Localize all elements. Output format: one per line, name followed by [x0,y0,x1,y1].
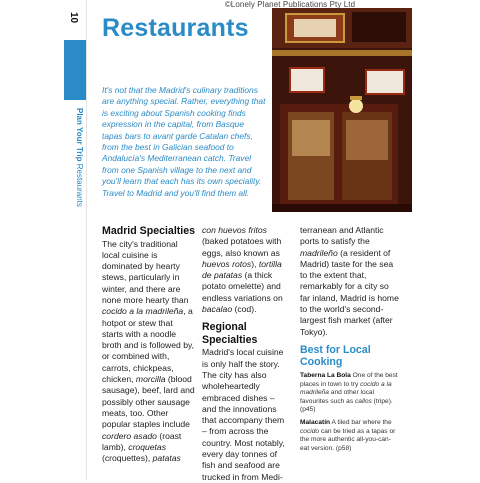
regional-specialties-continued [300,225,400,338]
text-run: ), [251,258,259,269]
dish-name: croquetas [128,441,167,452]
copyright-notice: ©Lonely Planet Publications Pty Ltd [224,0,356,9]
dish-name: tortilla de patatas [202,258,282,281]
dish-name: morcilla [135,374,166,385]
page-title: Restaurants [102,14,249,42]
dish-name: cocido [300,427,320,435]
text-run: terranean and Atlantic ports to satisfy the [300,225,384,247]
text-run: (a resident of Madrid) taste for the sea to the extent that, remarkably for a city so far inland, Madrid is home to the world's second-largest fish market (after Tokyo). [300,247,399,337]
madrid-specialties-continued [202,225,290,315]
venue-name: Taberna La Bola [300,371,351,379]
dish-name: cocido a la madrileña [300,380,392,397]
dish-name: huevos rotos [202,258,252,269]
dish-name: cordero asado [102,430,157,441]
text-run: , a hotpot or stew that starts with a noodle broth and is followed by, or combined with, carrots, chickpeas, chicken, [102,306,195,385]
text-run: (tripe). (p45) [300,397,393,414]
text-run: (roast lamb), [102,430,182,452]
text-run: (cod). [232,304,257,315]
section-label [70,108,84,238]
tip-taberna-la-bola [300,372,400,415]
text-run: The city's traditional local cuisine is dominated by hearty stews, particularly in winter, and there are none more hearty than [102,238,189,305]
text-run: (blood sausage), beef, lard and possibly other sausage meats, too. Other popular staples include [102,374,195,430]
venue-name: Malacatín [300,418,331,426]
column-1 [102,225,196,464]
text-run: A tiled bar where the [330,418,392,426]
text-run: (baked potatoes with eggs, also known as [202,236,282,258]
dish-name: cocido a la madrileña [102,306,184,317]
heading-best-for-local-cooking: Best for Local Cooking [300,343,371,369]
restaurant-facade-photo [272,8,412,212]
intro-paragraph: It's not that the Madrid's culinary traditions are anything special. Rather, everything that is exciting about Spanish cooking finds expression in the capital, from Basque tapas bars to avant garde Catalan chefs, from the best in Galician seafood to Andalucía's Mediterranean catch. Travel from one Spanish village to the next and you'll learn that each has its own speciality. Travel to Madrid and you'll find them all. [102,85,266,198]
heading-regional-specialties: Regional Specialties [202,321,258,346]
text-run: (a thick potato omelette) and endless variations on [202,270,283,303]
text-run: can be tried as a tapas or the more authentic all-you-can-eat version. (p58) [300,427,396,452]
regional-specialties-text: Madrid's local cuisine is only half the story. The city has also wholeheartedly embraced dishes – and the innovations that accompany them – from across the country. Most notably, every day tonnes of fish and seafood are trucked in from Medi- [202,347,285,482]
dish-name: callos [354,397,372,405]
text-run: and other local favourites such as [300,389,375,405]
term: madrileño [300,247,338,258]
chapter-sidebar [64,0,87,480]
column-2 [202,225,290,483]
text-run: One of the best places in town to try [300,371,398,388]
dish-name: con huevos fritos [202,225,267,235]
tip-malacatin [300,419,400,453]
chapter-color-tab [64,40,86,100]
column-3 [300,225,400,457]
madrid-specialties-text [102,239,196,465]
dish-name: bacalao [202,304,233,315]
section-label-chapter: Plan Your Trip [75,108,84,162]
dish-name: patatas [152,453,181,464]
text-run: (croquettes), [102,453,153,464]
heading-madrid-specialties: Madrid Specialties [102,225,196,237]
section-label-topic: Restaurants [75,163,84,207]
page-number-tab [64,0,86,40]
page-number: 10 [68,11,80,24]
